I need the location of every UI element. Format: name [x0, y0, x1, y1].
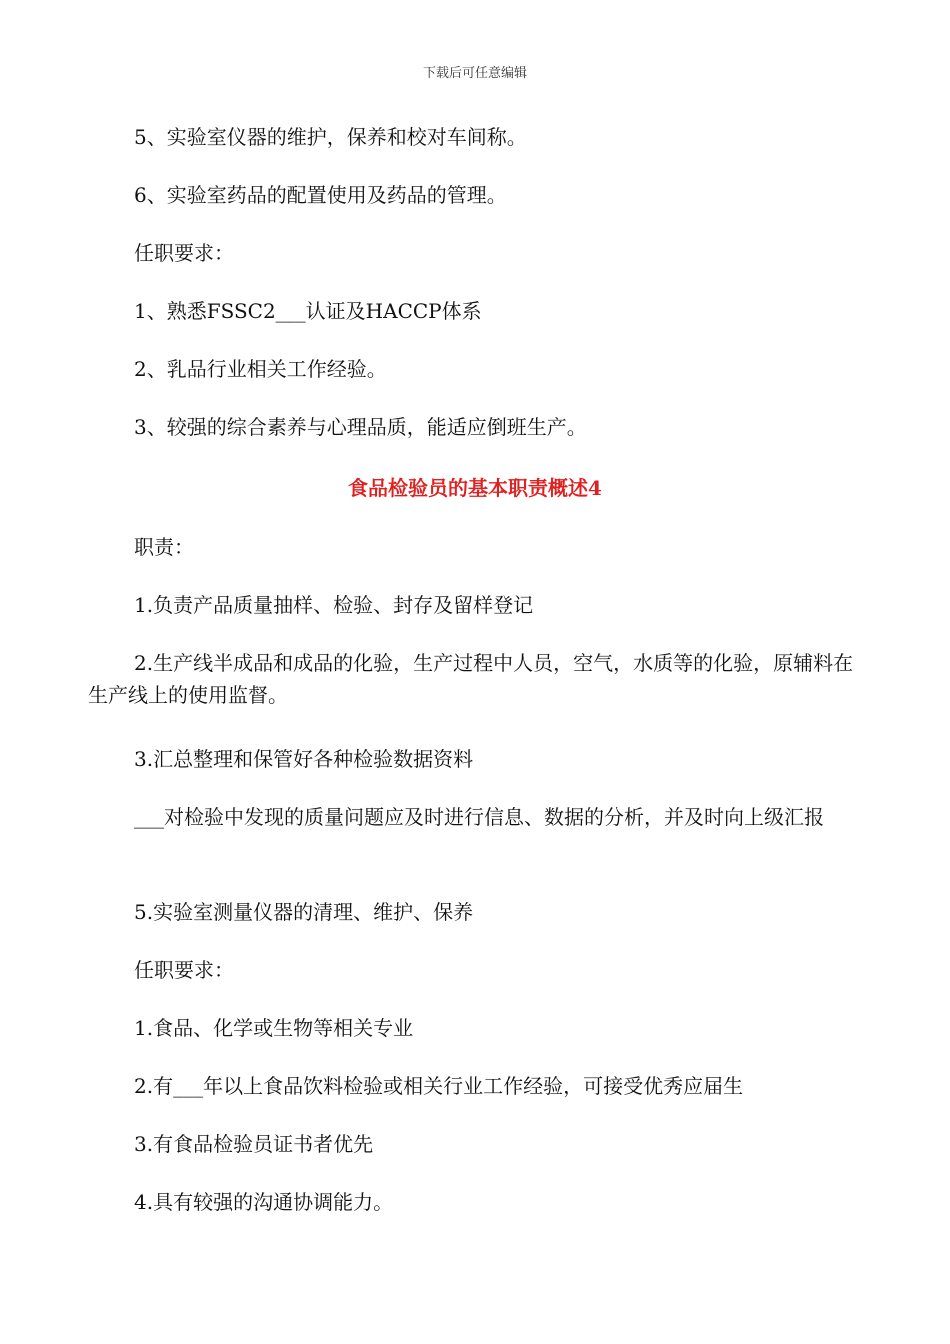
- requirement-3: 3.有食品检验员证书者优先: [134, 1132, 374, 1156]
- prev-item-6: 6、实验室药品的配置使用及药品的管理。: [134, 183, 507, 207]
- prev-requirement-1: 1、熟悉FSSC2___认证及HACCP体系: [134, 299, 482, 323]
- duty-1: 1.负责产品质量抽样、检验、封存及留样登记: [134, 593, 534, 617]
- prev-requirements-label: 任职要求：: [134, 241, 234, 265]
- section-title: 食品检验员的基本职责概述4: [348, 476, 602, 500]
- requirement-4: 4.具有较强的沟通协调能力。: [134, 1190, 394, 1214]
- page-header: 下载后可任意编辑: [422, 66, 527, 81]
- duty-4: ___对检验中发现的质量问题应及时进行信息、数据的分析，并及时向上级汇报: [134, 805, 824, 829]
- prev-item-5: 5、实验室仪器的维护，保养和校对车间称。: [134, 125, 527, 149]
- duty-3: 3.汇总整理和保管好各种检验数据资料: [134, 747, 474, 771]
- duty-2: 2.生产线半成品和成品的化验，生产过程中人员，空气，水质等的化验，原辅料在生产线上的使用监督。: [88, 651, 854, 707]
- requirement-2: 2.有___年以上食品饮料检验或相关行业工作经验，可接受优秀应届生: [134, 1074, 744, 1098]
- duty-5: 5.实验室测量仪器的清理、维护、保养: [134, 900, 474, 924]
- requirements-label: 任职要求：: [134, 958, 234, 982]
- prev-requirement-3: 3、较强的综合素养与心理品质，能适应倒班生产。: [134, 415, 587, 439]
- requirement-1: 1.食品、化学或生物等相关专业: [134, 1016, 414, 1040]
- prev-requirement-2: 2、乳品行业相关工作经验。: [134, 357, 387, 381]
- duties-label: 职责：: [134, 535, 194, 559]
